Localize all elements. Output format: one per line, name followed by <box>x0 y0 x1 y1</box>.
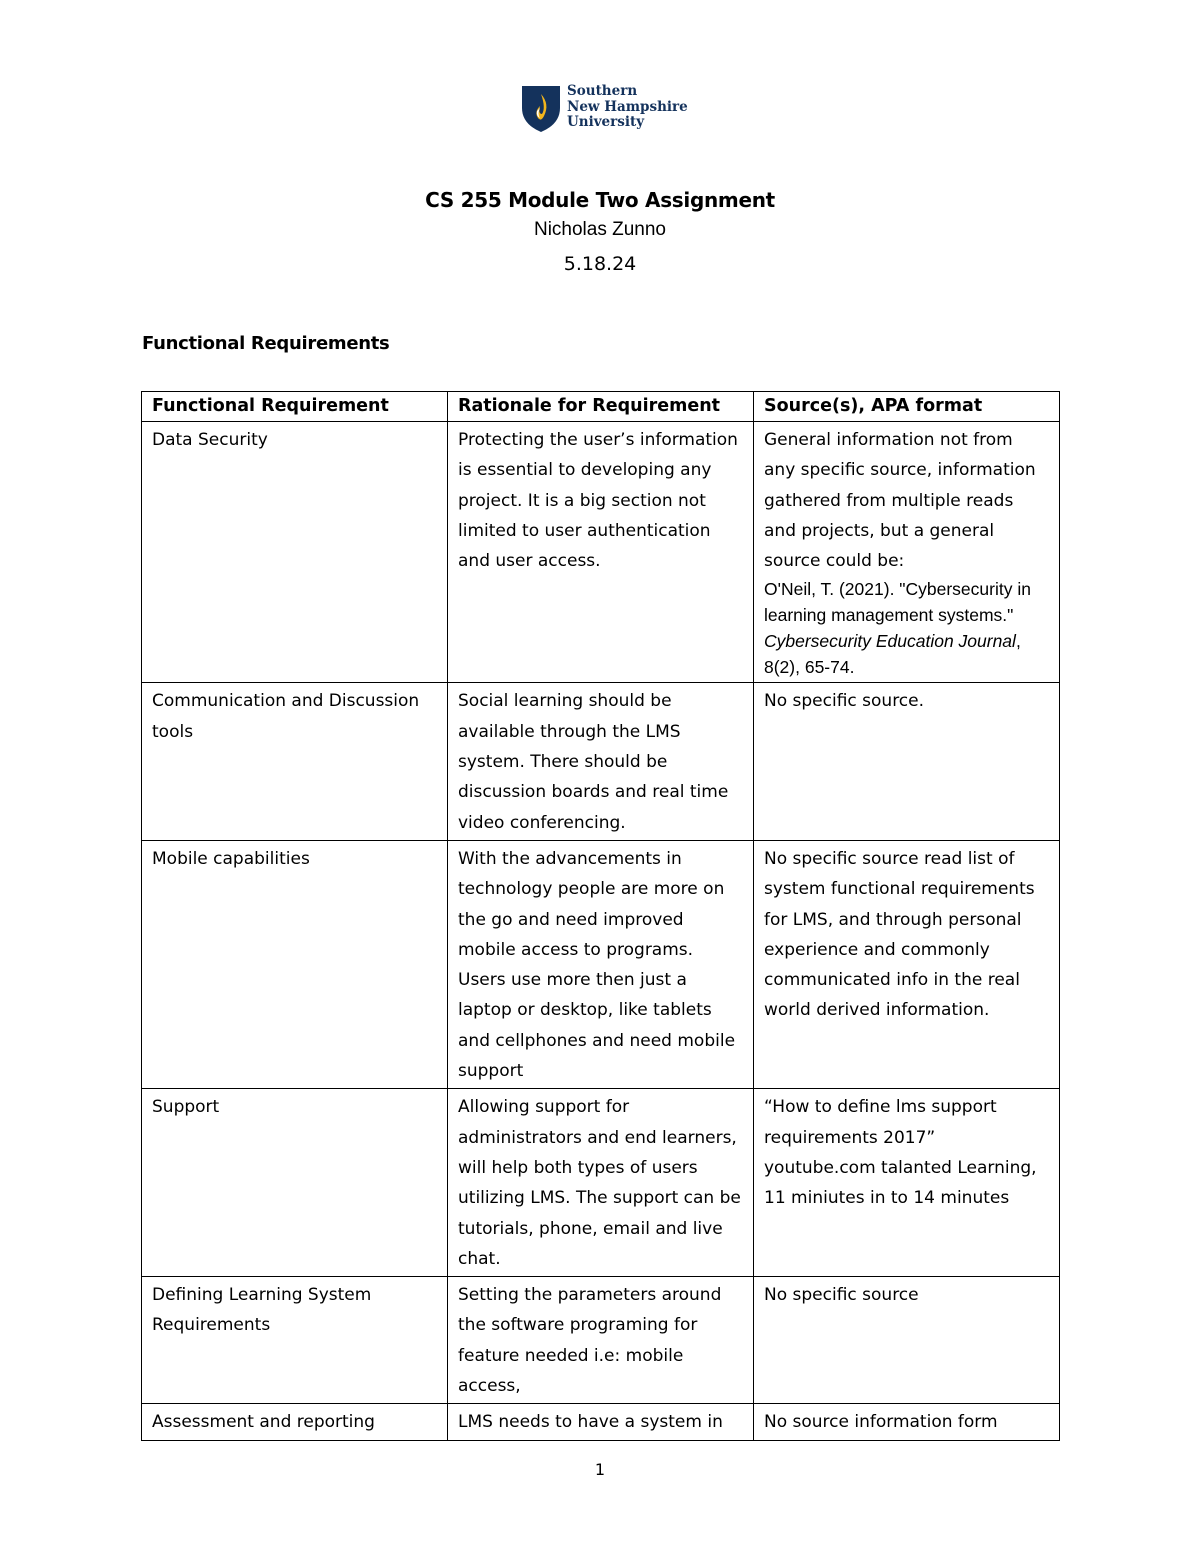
source-cell: No specific source. <box>754 683 1060 840</box>
rationale-cell: With the advancements in technology people are more on the go and need improved mobile access to programs. Users use more then just a laptop or desktop, like tablets and cellphones and need mobile support <box>448 840 754 1088</box>
column-header: Rationale for Requirement <box>448 392 754 422</box>
rationale-cell: Allowing support for administrators and end learners, will help both types of users utilizing LMS. The support can be tutorials, phone, email and live chat. <box>448 1089 754 1277</box>
rationale-cell: LMS needs to have a system in <box>448 1404 754 1440</box>
rationale-cell: Setting the parameters around the software programing for feature needed i.e: mobile access, <box>448 1277 754 1404</box>
citation-details: , 8(2), 65-74. <box>764 631 1021 678</box>
column-header: Source(s), APA format <box>754 392 1060 422</box>
table-row <box>142 1404 1060 1440</box>
document-date: 5.18.24 <box>563 253 637 275</box>
citation-text: O'Neil, T. (2021). "Cybersecurity in learning management systems." <box>764 579 1031 626</box>
table-row <box>142 422 1060 683</box>
table-row <box>142 840 1060 1088</box>
source-cell: No specific source read list of system functional requirements for LMS, and through personal experience and commonly communicated info in the real world derived information. <box>754 840 1060 1088</box>
column-header: Functional Requirement <box>142 392 448 422</box>
requirement-cell: Support <box>142 1089 448 1277</box>
source-cell: “How to define lms support requirements 2017” youtube.com talanted Learning, 11 miniutes in to 14 minutes <box>754 1089 1060 1277</box>
requirement-cell: Communication and Discussion tools <box>142 683 448 840</box>
requirement-cell: Mobile capabilities <box>142 840 448 1088</box>
citation-journal: Cybersecurity Education Journal <box>764 631 1016 652</box>
requirements-table <box>141 391 1060 1441</box>
rationale-cell: Social learning should be available through the LMS system. There should be discussion boards and real time video conferencing. <box>448 683 754 840</box>
apa-citation <box>764 576 1049 680</box>
requirement-cell: Defining Learning System Requirements <box>142 1277 448 1404</box>
table-row <box>142 1089 1060 1277</box>
source-cell: No specific source <box>754 1277 1060 1404</box>
source-cell <box>754 422 1060 683</box>
table-row <box>142 683 1060 840</box>
author-name: Nicholas Zunno <box>533 219 667 240</box>
source-cell: No source information form <box>754 1404 1060 1440</box>
section-heading: Functional Requirements <box>142 333 390 354</box>
logo-wordmark: Southern New Hampshire University <box>567 83 688 130</box>
source-text: General information not from any specific source, information gathered from multiple reads and projects, but a general source could be: <box>764 430 1036 572</box>
requirement-cell: Data Security <box>142 422 448 683</box>
table-header-row <box>142 392 1060 422</box>
rationale-cell: Protecting the user’s information is essential to developing any project. It is a big section not limited to user authentication and user access. <box>448 422 754 683</box>
table-row <box>142 1277 1060 1404</box>
requirement-cell: Assessment and reporting <box>142 1404 448 1440</box>
page-number: 1 <box>594 1460 606 1479</box>
document-title: CS 255 Module Two Assignment <box>425 188 775 212</box>
